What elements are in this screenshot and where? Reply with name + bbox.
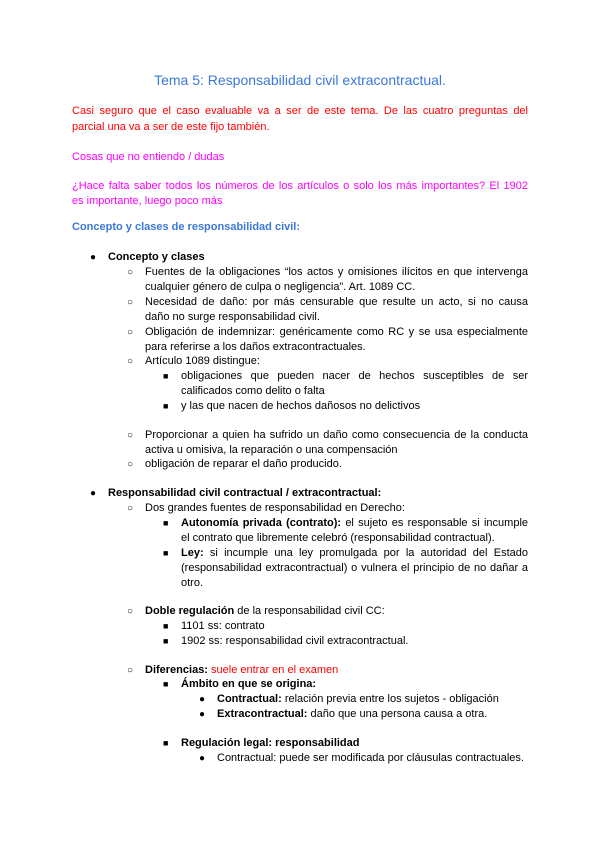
note-line-1: Casi seguro que el caso evaluable va a ser de este tema. De las cuatro preguntas del [72,105,528,117]
fuentes-line-2: cualquier género de culpa o negligencia”. Art. 1089 CC. [145,281,416,293]
doble-label: Doble regulación [145,605,235,617]
bullet-circle: ○ [127,503,134,514]
bullet-square: ■ [163,636,169,646]
concepto-heading: Concepto y clases [108,251,205,263]
obligaciones-line-1: obligaciones que pueden nacer de hechos susceptibles de ser [181,370,528,382]
autonomia-line-2: el contrato que libremente celebró (responsabilidad contractual). [181,532,495,544]
proporcionar-line-2: activa u omisiva, la reparación o una compensación [145,444,398,456]
doubts-heading: Cosas que no entiendo / dudas [72,151,225,163]
extracontractual-label: Extracontractual: [217,708,308,720]
reg-contractual-line: Contractual: puede ser modificada por cláusulas contractuales. [217,752,524,764]
proporcionar-line-1: Proporcionar a quien ha sufrido un daño como consecuencia de la conducta [145,429,528,441]
ambito-heading: Ámbito en que se origina: [181,678,317,690]
bullet-circle: ○ [127,430,134,441]
art-1902-line: 1902 ss: responsabilidad civil extracontractual. [181,635,409,647]
obligacion-line-1: Obligación de indemnizar: genéricamente como RC y se usa especialmente [145,326,528,338]
danosos-line: y las que nacen de hechos dañosos no delictivos [181,400,421,412]
rc-heading: Responsabilidad civil contractual / extracontractual: [108,487,382,499]
art-1101-line: 1101 ss: contrato [181,620,265,632]
contractual-text: relación previa entre los sujetos - obligación [281,693,499,705]
bullet-circle: ○ [127,297,134,308]
regulacion-heading: Regulación legal: responsabilidad [181,737,360,749]
extracontractual-text: daño que una persona causa a otra. [307,708,488,720]
autonomia-text: el sujeto es responsable si incumple [341,517,528,529]
diferencias-note: suele entrar en el examen [207,664,339,676]
ley-line-3: otro. [181,577,204,589]
bullet-square: ■ [163,371,169,381]
necesidad-line-1: Necesidad de daño: por más censurable que resulte un acto, si no causa [145,296,528,308]
section-heading: Concepto y clases de responsabilidad civil: [72,221,301,233]
doble-line [145,604,385,619]
reparar-line: obligación de reparar el daño producido. [145,458,342,470]
bullet-circle: ○ [127,267,134,278]
bullet-circle: ○ [127,327,134,338]
fuentes-line-1: Fuentes de la obligaciones “los actos y omisiones ilícitos en que intervenga [145,266,528,278]
necesidad-line-2: daño no surge responsabilidad civil. [145,311,320,323]
bullet-dot: ● [90,488,97,499]
diferencias-line [145,663,338,678]
bullet-dot: ● [90,252,97,263]
ley-label: Ley: [181,547,204,559]
extracontractual-line [217,707,487,722]
ley-text: si incumple una ley promulgada por la autoridad del Estado [203,547,528,559]
bullet-dot: ● [199,753,206,764]
diferencias-label: Diferencias: [145,664,208,676]
bullet-square: ■ [163,518,169,528]
obligacion-line-2: para referirse a los daños extracontractuales. [145,341,366,353]
page-title: Tema 5: Responsabilidad civil extracontractual. [154,72,446,88]
grandes-fuentes-line: Dos grandes fuentes de responsabilidad en Derecho: [145,502,405,514]
bullet-circle: ○ [127,459,134,470]
bullet-square: ■ [163,401,169,411]
bullet-dot: ● [199,709,206,720]
contractual-line [217,692,499,707]
autonomia-label: Autonomía privada (contrato): [181,517,342,529]
ley-line-1 [181,546,528,561]
contractual-label: Contractual: [217,693,282,705]
articulo-line: Artículo 1089 distingue: [145,355,260,367]
bullet-circle: ○ [127,606,134,617]
doble-text: de la responsabilidad civil CC: [234,605,385,617]
bullet-circle: ○ [127,665,134,676]
bullet-square: ■ [163,548,169,558]
doubt-line-2: es importante, luego poco más [72,195,223,207]
doubt-line-1: ¿Hace falta saber todos los números de los artículos o solo los más importantes? El 1902 [72,180,528,192]
bullet-square: ■ [163,621,169,631]
bullet-circle: ○ [127,356,134,367]
bullet-square: ■ [163,679,169,689]
ley-line-2: (responsabilidad extracontractual) o vulnera el principio de no dañar a [181,562,528,574]
obligaciones-line-2: calificados como delito o falta [181,385,325,397]
autonomia-line-1 [181,516,528,531]
bullet-dot: ● [199,694,206,705]
note-line-2: parcial una va a ser de este fijo también. [72,121,270,133]
bullet-square: ■ [163,738,169,748]
